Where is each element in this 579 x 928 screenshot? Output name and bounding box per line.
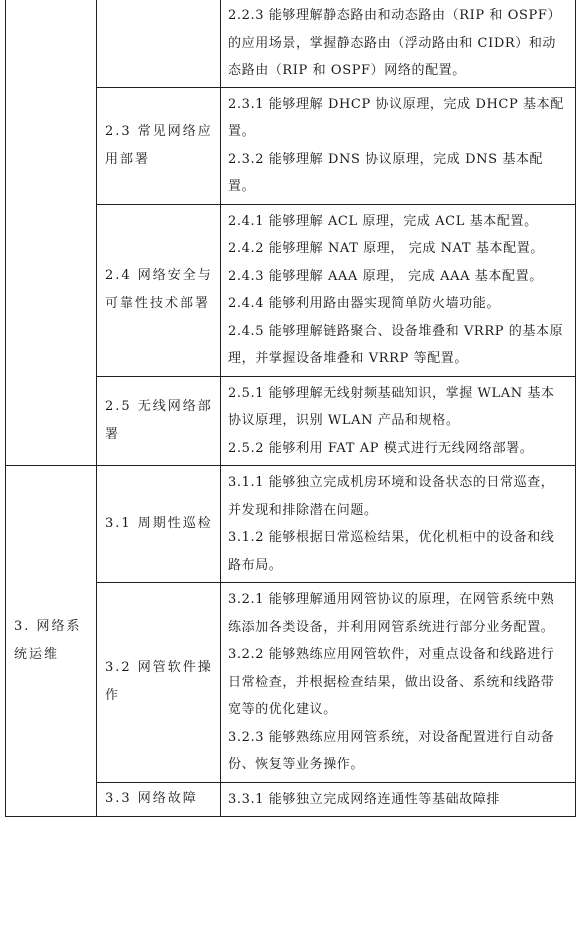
requirement-item: 2.4.1 能够理解 ACL 原理，完成 ACL 基本配置。: [228, 213, 538, 229]
requirement-item: 2.5.2 能够利用 FAT AP 模式进行无线网络部署。: [228, 440, 534, 456]
level2-cell: 2.3 常见网络应用部署: [97, 87, 221, 204]
curriculum-table: [5, 0, 576, 817]
requirement-item: 3.1.1 能够独立完成机房环境和设备状态的日常巡查，并发现和排除潜在问题。: [228, 475, 555, 518]
requirements-cell: [221, 0, 576, 87]
table-row: [6, 0, 576, 87]
table-row: [6, 466, 576, 583]
requirements-cell: [221, 376, 576, 466]
level2-cell: 3.1 周期性巡检: [97, 466, 221, 583]
requirements-cell: [221, 782, 576, 817]
level2-cell: 2.5 无线网络部署: [97, 376, 221, 466]
requirement-item: 3.2.2 能够熟练应用网管软件，对重点设备和线路进行日常检查，并根据检查结果，做出设备、系统和线路带宽等的优化建议。: [228, 647, 555, 717]
requirement-item: 2.4.3 能够理解 AAA 原理， 完成 AAA 基本配置。: [228, 268, 543, 284]
requirement-item: 2.2.3 能够理解静态路由和动态路由（RIP 和 OSPF）的应用场景，掌握静态路由（浮动路由和 CIDR）和动态路由（RIP 和 OSPF）网络的配置。: [228, 8, 562, 78]
requirements-cell: [221, 87, 576, 204]
level1-cell: [6, 0, 97, 466]
level1-cell: 3. 网络系统运维: [6, 466, 97, 817]
requirement-item: 2.4.2 能够理解 NAT 原理， 完成 NAT 基本配置。: [228, 241, 544, 256]
requirement-item: 3.1.2 能够根据日常巡检结果，优化机柜中的设备和线路布局。: [228, 530, 555, 573]
curriculum-table-container: [5, 0, 575, 817]
requirement-item: 2.4.4 能够利用路由器实现简单防火墙功能。: [228, 296, 501, 311]
requirement-item: 2.3.1 能够理解 DHCP 协议原理，完成 DHCP 基本配置。: [228, 96, 564, 139]
level2-cell: 2.4 网络安全与可靠性技术部署: [97, 204, 221, 376]
requirements-cell: [221, 583, 576, 783]
level2-cell: 3.2 网管软件操作: [97, 583, 221, 783]
requirement-item: 2.3.2 能够理解 DNS 协议原理，完成 DNS 基本配置。: [228, 151, 544, 194]
requirements-cell: [221, 466, 576, 583]
requirement-item: 2.5.1 能够理解无线射频基础知识，掌握 WLAN 基本协议原理，识别 WLAN 产品和规格。: [228, 385, 555, 428]
requirement-item: 3.2.3 能够熟练应用网管系统，对设备配置进行自动备份、恢复等业务操作。: [228, 729, 555, 772]
level2-cell: 3.3 网络故障: [97, 782, 221, 817]
requirement-item: 3.2.1 能够理解通用网管协议的原理，在网管系统中熟练添加各类设备，并利用网管系统进行部分业务配置。: [228, 592, 555, 635]
requirements-cell: [221, 204, 576, 376]
level2-cell: [97, 0, 221, 87]
requirement-item: 3.3.1 能够独立完成网络连通性等基础故障排: [228, 791, 501, 807]
requirement-item: 2.4.5 能够理解链路聚合、设备堆叠和 VRRP 的基本原理，并掌握设备堆叠和 VRRP 等配置。: [228, 323, 564, 366]
